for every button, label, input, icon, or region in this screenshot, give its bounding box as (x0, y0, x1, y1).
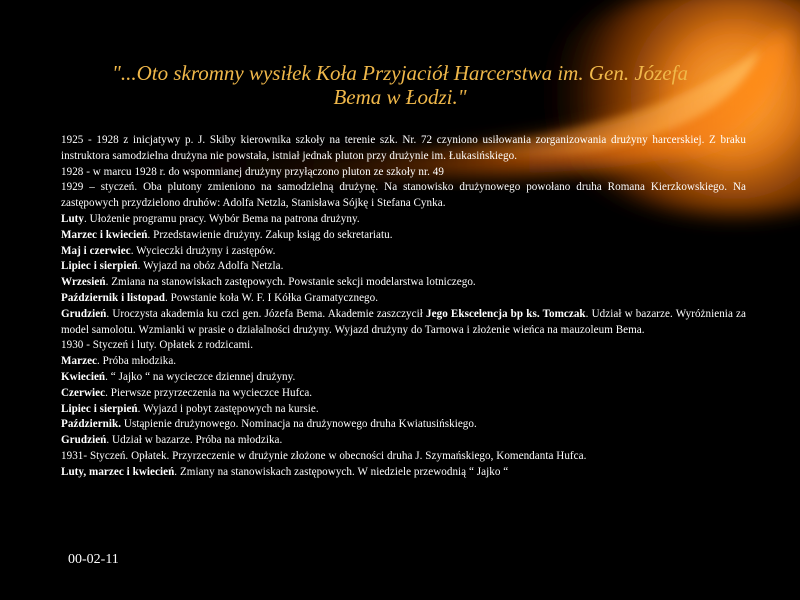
entry: Październik i listopad. Powstanie koła W. F. I Kółka Gramatycznego. (61, 291, 379, 304)
entry: 1925 - 1928 z inicjatywy p. J. Skiby kierownika szkoły na terenie szk. Nr. 72 czyniono usiłowania zorganizowania drużyny harcerskiej. Z braku instruktora samodzielna drużyna nie powstała, istniał jednak pluton przy drużynie im. Łukasińskiego. (61, 134, 746, 162)
slide-date: 00-02-11 (68, 552, 119, 567)
chronicle-text (61, 133, 746, 481)
entry: 1929 – styczeń. Oba plutony zmieniono na samodzielną drużynę. Na stanowisko drużynowego powołano druha Romana Kierzkowskiego. Na zastępowych przydzielono druhów: Adolfa Netzla, Stanisława Sójkę i Stefana Cynka. (61, 181, 746, 210)
entry: 1928 - w marcu 1928 r. do wspomnianej drużyny przyłączono pluton ze szkoły nr. 49 (61, 165, 445, 178)
entry: Lipiec i sierpień. Wyjazd na obóz Adolfa Netzla. (61, 260, 284, 273)
entry: Marzec. Próba młodzika. (61, 355, 177, 368)
entry: Lipiec i sierpień. Wyjazd i pobyt zastępowych na kursie. (61, 402, 319, 415)
title-line-2: Bema w Łodzi." (333, 85, 467, 109)
entry: Czerwiec. Pierwsze przyrzeczenia na wycieczce Hufca. (61, 386, 313, 399)
title-line-1: "...Oto skromny wysiłek Koła Przyjaciół Harcerstwa im. Gen. Józefa (112, 61, 688, 85)
entry: Marzec i kwiecień. Przedstawienie drużyny. Zakup ksiąg do sekretariatu. (61, 228, 393, 241)
entry: Kwiecień. “ Jajko “ na wycieczce dziennej drużyny. (61, 370, 296, 383)
slide-title (75, 61, 725, 109)
entry: Grudzień. Uroczysta akademia ku czci gen. Józefa Bema. Akademie zaszczycił Jego Ekscelencja bp ks. Tomczak. Udział w bazarze. Wyróżnienia za model samolotu. Wzmianki w prasie o działalności drużyny. Wyjazd drużyny do Tarnowa i złożenie wieńca na mauzoleum Bema. (61, 307, 746, 336)
entry: 1931- Styczeń. Opłatek. Przyrzeczenie w drużynie złożone w obecności druha J. Szymańskiego, Komendanta Hufca. (61, 449, 587, 462)
entry: Wrzesień. Zmiana na stanowiskach zastępowych. Powstanie sekcji modelarstwa lotniczego. (61, 276, 476, 289)
entry: Luty. Ułożenie programu pracy. Wybór Bema na patrona drużyny. (61, 212, 360, 225)
entry: Luty, marzec i kwiecień. Zmiany na stanowiskach zastępowych. W niedziele przewodnią “ Jajko “ (61, 465, 509, 478)
entry: Październik. Ustąpienie drużynowego. Nominacja na drużynowego druha Kwiatusińskiego. (61, 418, 477, 431)
entry: Grudzień. Udział w bazarze. Próba na młodzika. (61, 434, 283, 447)
entry: Maj i czerwiec. Wycieczki drużyny i zastępów. (61, 244, 276, 257)
entry: 1930 - Styczeń i luty. Opłatek z rodzicami. (61, 339, 254, 352)
